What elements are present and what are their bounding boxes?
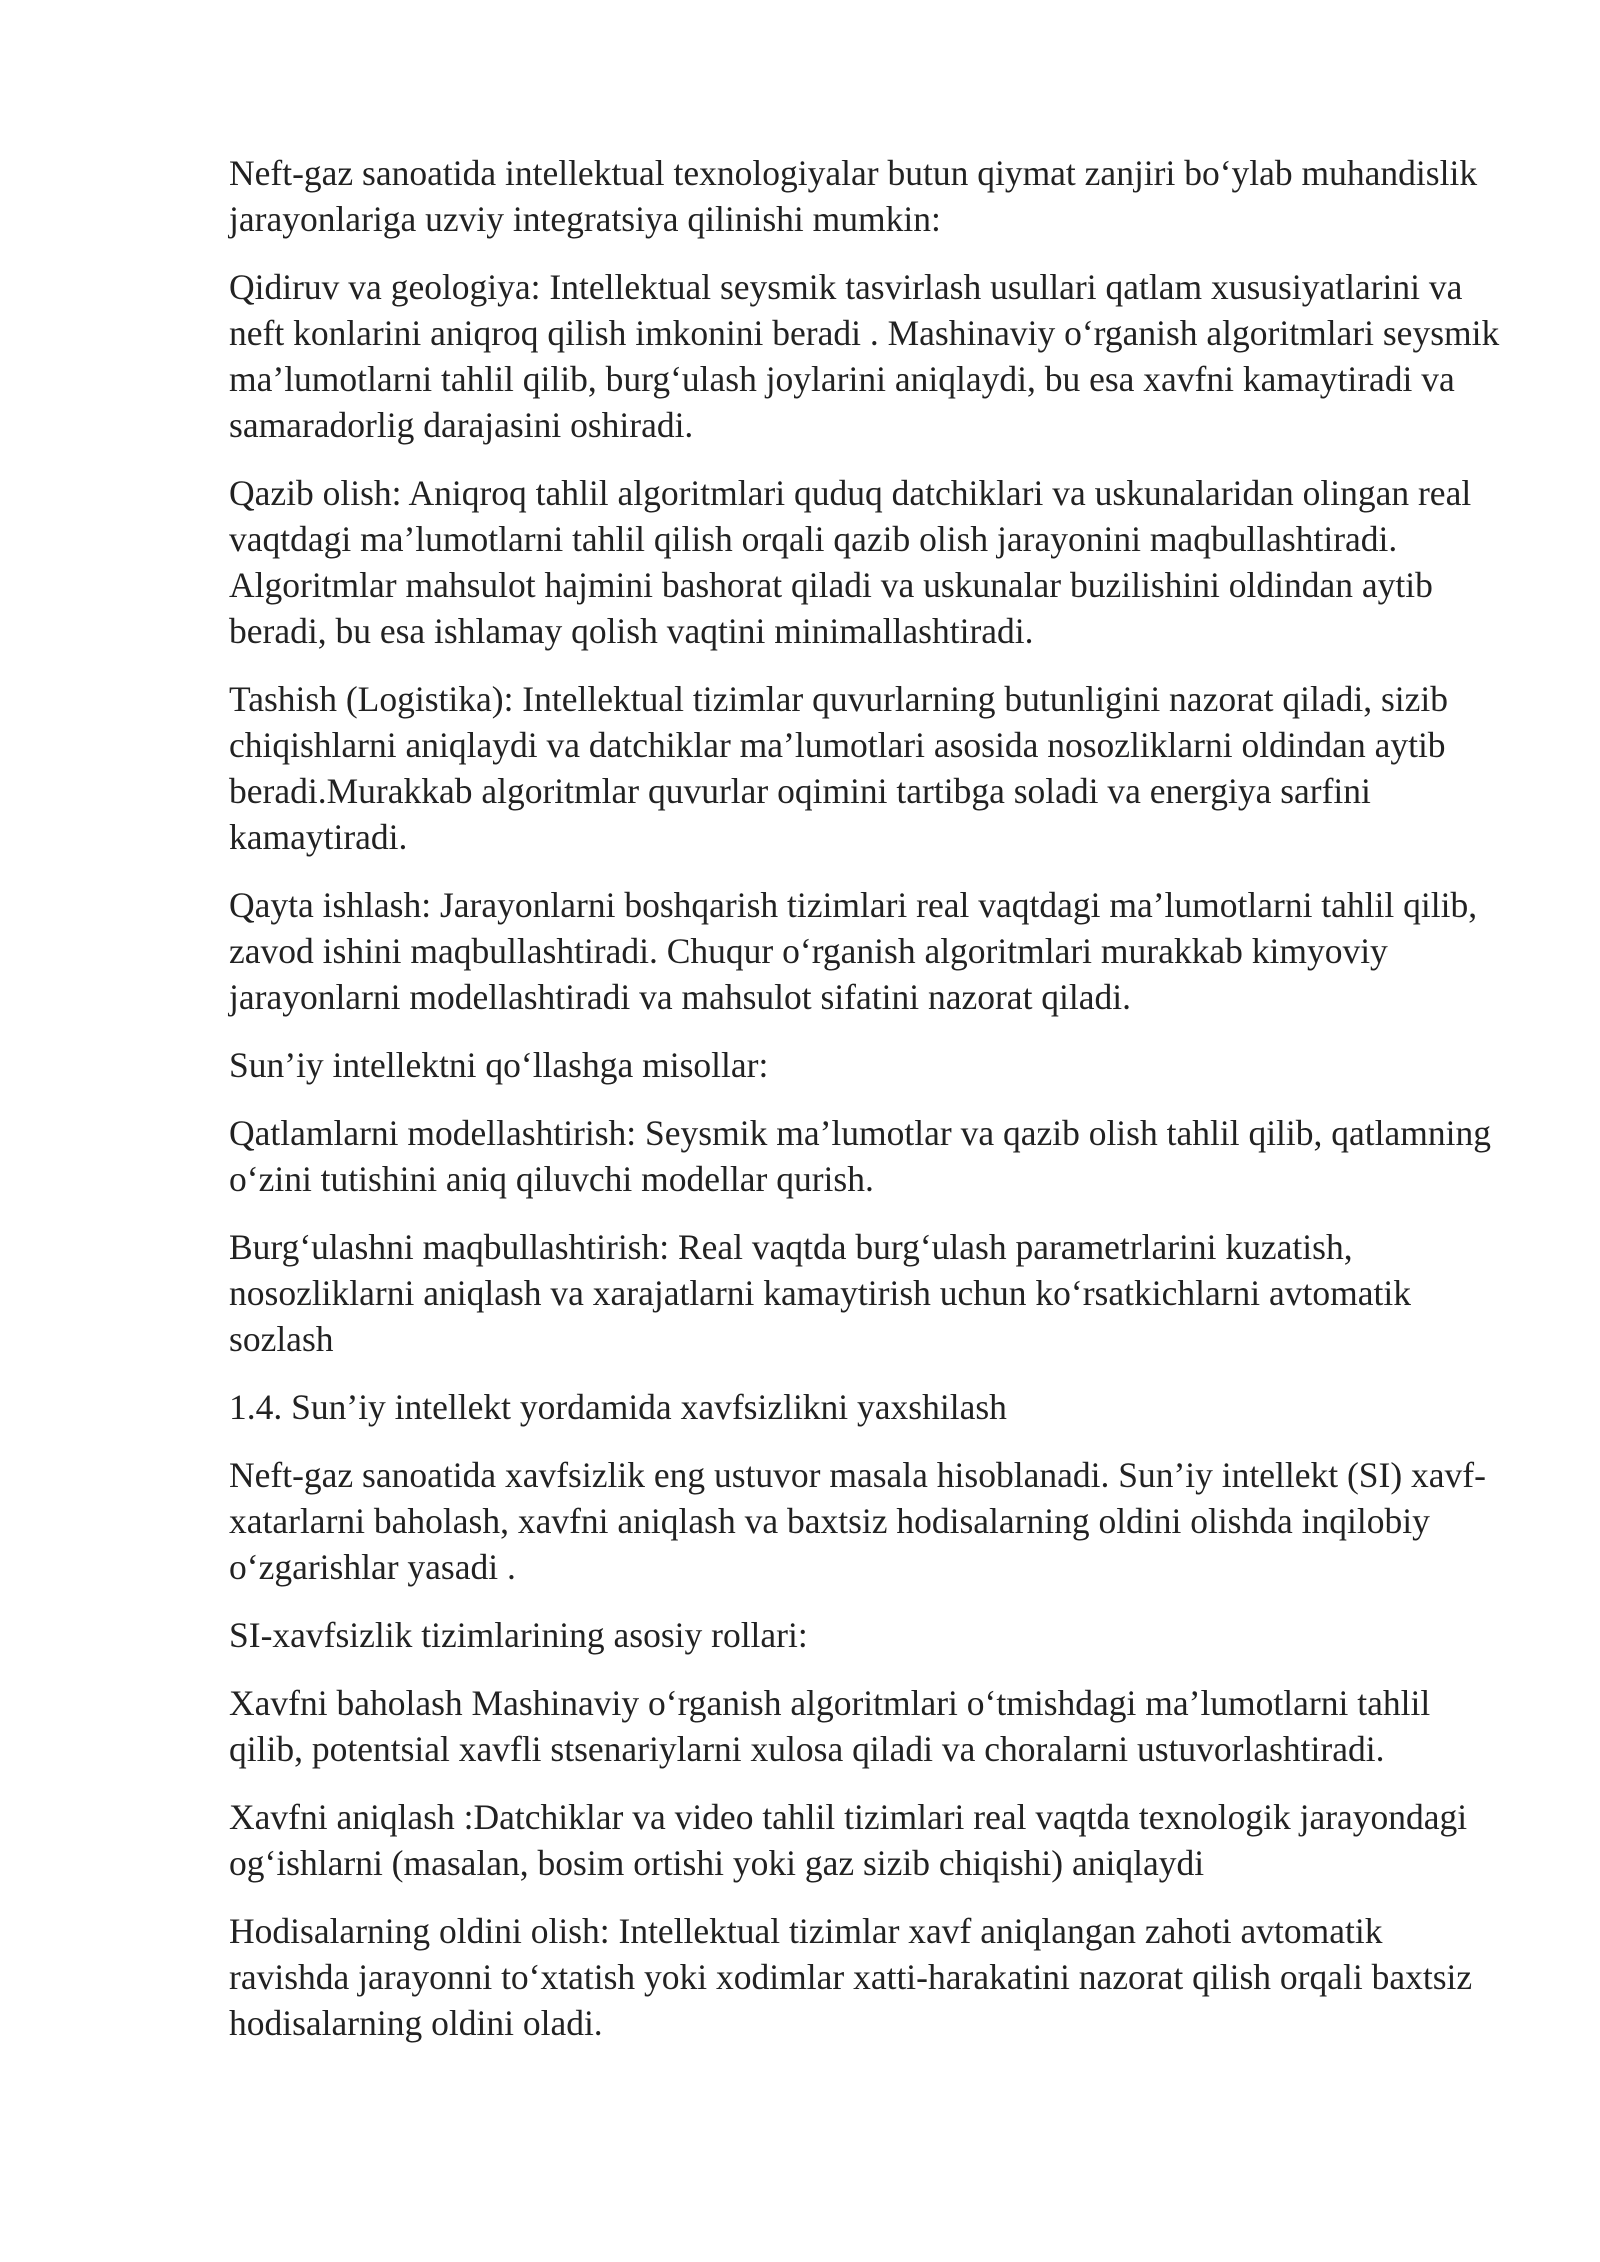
paragraph-intro: Neft-gaz sanoatida intellektual texnologiyalar butun qiymat zanjiri bo‘ylab muhandislik jarayonlariga uzviy integratsiya qilinishi mumkin: — [229, 153, 1478, 239]
paragraph-risk-detection: Xavfni aniqlash :Datchiklar va video tahlil tizimlari real vaqtda texnologik jarayondagi og‘ishlarni (masalan, bosim ortishi yoki gaz sizib chiqishi) aniqlaydi — [229, 1797, 1468, 1883]
paragraph-production: Qazib olish: Aniqroq tahlil algoritmlari quduq datchiklari va uskunalaridan olingan real vaqtdagi ma’lumotlarni tahlil qilish orqali qazib olish jarayonini maqbullashtiradi. Algoritmlar mahsulot hajmini bashorat qiladi va uskunalar buzilishini oldindan aytib beradi, bu esa ishlamay qolish vaqtini minimallashtiradi. — [229, 473, 1472, 651]
paragraph-exploration-geology: Qidiruv va geologiya: Intellektual seysmik tasvirlash usullari qatlam xususiyatlarini va neft konlarini aniqroq qilish imkonini beradi . Mashinaviy o‘rganish algoritmlari seysmik ma’lumotlarni tahlil qilib, burg‘ulash joylarini aniqlaydi, bu esa xavfni kamaytiradi va samaradorlig darajasini oshiradi. — [229, 267, 1500, 445]
document-body — [229, 150, 1501, 2068]
section-heading-1-4: 1.4. Sun’iy intellekt yordamida xavfsizlikni yaxshilash — [229, 1387, 1007, 1427]
paragraph-risk-assessment: Xavfni baholash Mashinaviy o‘rganish algoritmlari o‘tmishdagi ma’lumotlarni tahlil qilib, potentsial xavfli stsenariylarni xulosa qiladi va choralarni ustuvorlashtiradi. — [229, 1683, 1431, 1769]
paragraph-safety-intro: Neft-gaz sanoatida xavfsizlik eng ustuvor masala hisoblanadi. Sun’iy intellekt (SI) xavf-xatarlarni baholash, xavfni aniqlash va baxtsiz hodisalarning oldini olishda inqilobiy o‘zgarishlar yasadi . — [229, 1455, 1486, 1587]
paragraph-safety-roles-heading: SI-xavfsizlik tizimlarining asosiy rollari: — [229, 1615, 808, 1655]
paragraph-refining: Qayta ishlash: Jarayonlarni boshqarish tizimlari real vaqtdagi ma’lumotlarni tahlil qilib, zavod ishini maqbullashtiradi. Chuqur o‘rganish algoritmlari murakkab kimyoviy jarayonlarni modellashtiradi va mahsulot sifatini nazorat qiladi. — [229, 885, 1478, 1017]
paragraph-ai-examples-heading: Sun’iy intellektni qo‘llashga misollar: — [229, 1045, 769, 1085]
paragraph-transport-logistics: Tashish (Logistika): Intellektual tizimlar quvurlarning butunligini nazorat qiladi, sizib chiqishlarni aniqlaydi va datchiklar ma’lumotlari asosida nosozliklarni oldindan aytib beradi.Murakkab algoritmlar quvurlar oqimini tartibga soladi va energiya sarfini kamaytiradi. — [229, 679, 1449, 857]
paragraph-incident-prevention: Hodisalarning oldini olish: Intellektual tizimlar xavf aniqlangan zahoti avtomatik ravishda jarayonni to‘xtatish yoki xodimlar xatti-harakatini nazorat qilish orqali baxtsiz hodisalarning oldini oladi. — [229, 1911, 1473, 2043]
paragraph-reservoir-modeling: Qatlamlarni modellashtirish: Seysmik ma’lumotlar va qazib olish tahlil qilib, qatlamning o‘zini tutishini aniq qiluvchi modellar qurish. — [229, 1113, 1492, 1199]
paragraph-drilling-optimization: Burg‘ulashni maqbullashtirish: Real vaqtda burg‘ulash parametrlarini kuzatish, nosozliklarni aniqlash va xarajatlarni kamaytirish uchun ko‘rsatkichlarni avtomatik sozlash — [229, 1227, 1411, 1359]
